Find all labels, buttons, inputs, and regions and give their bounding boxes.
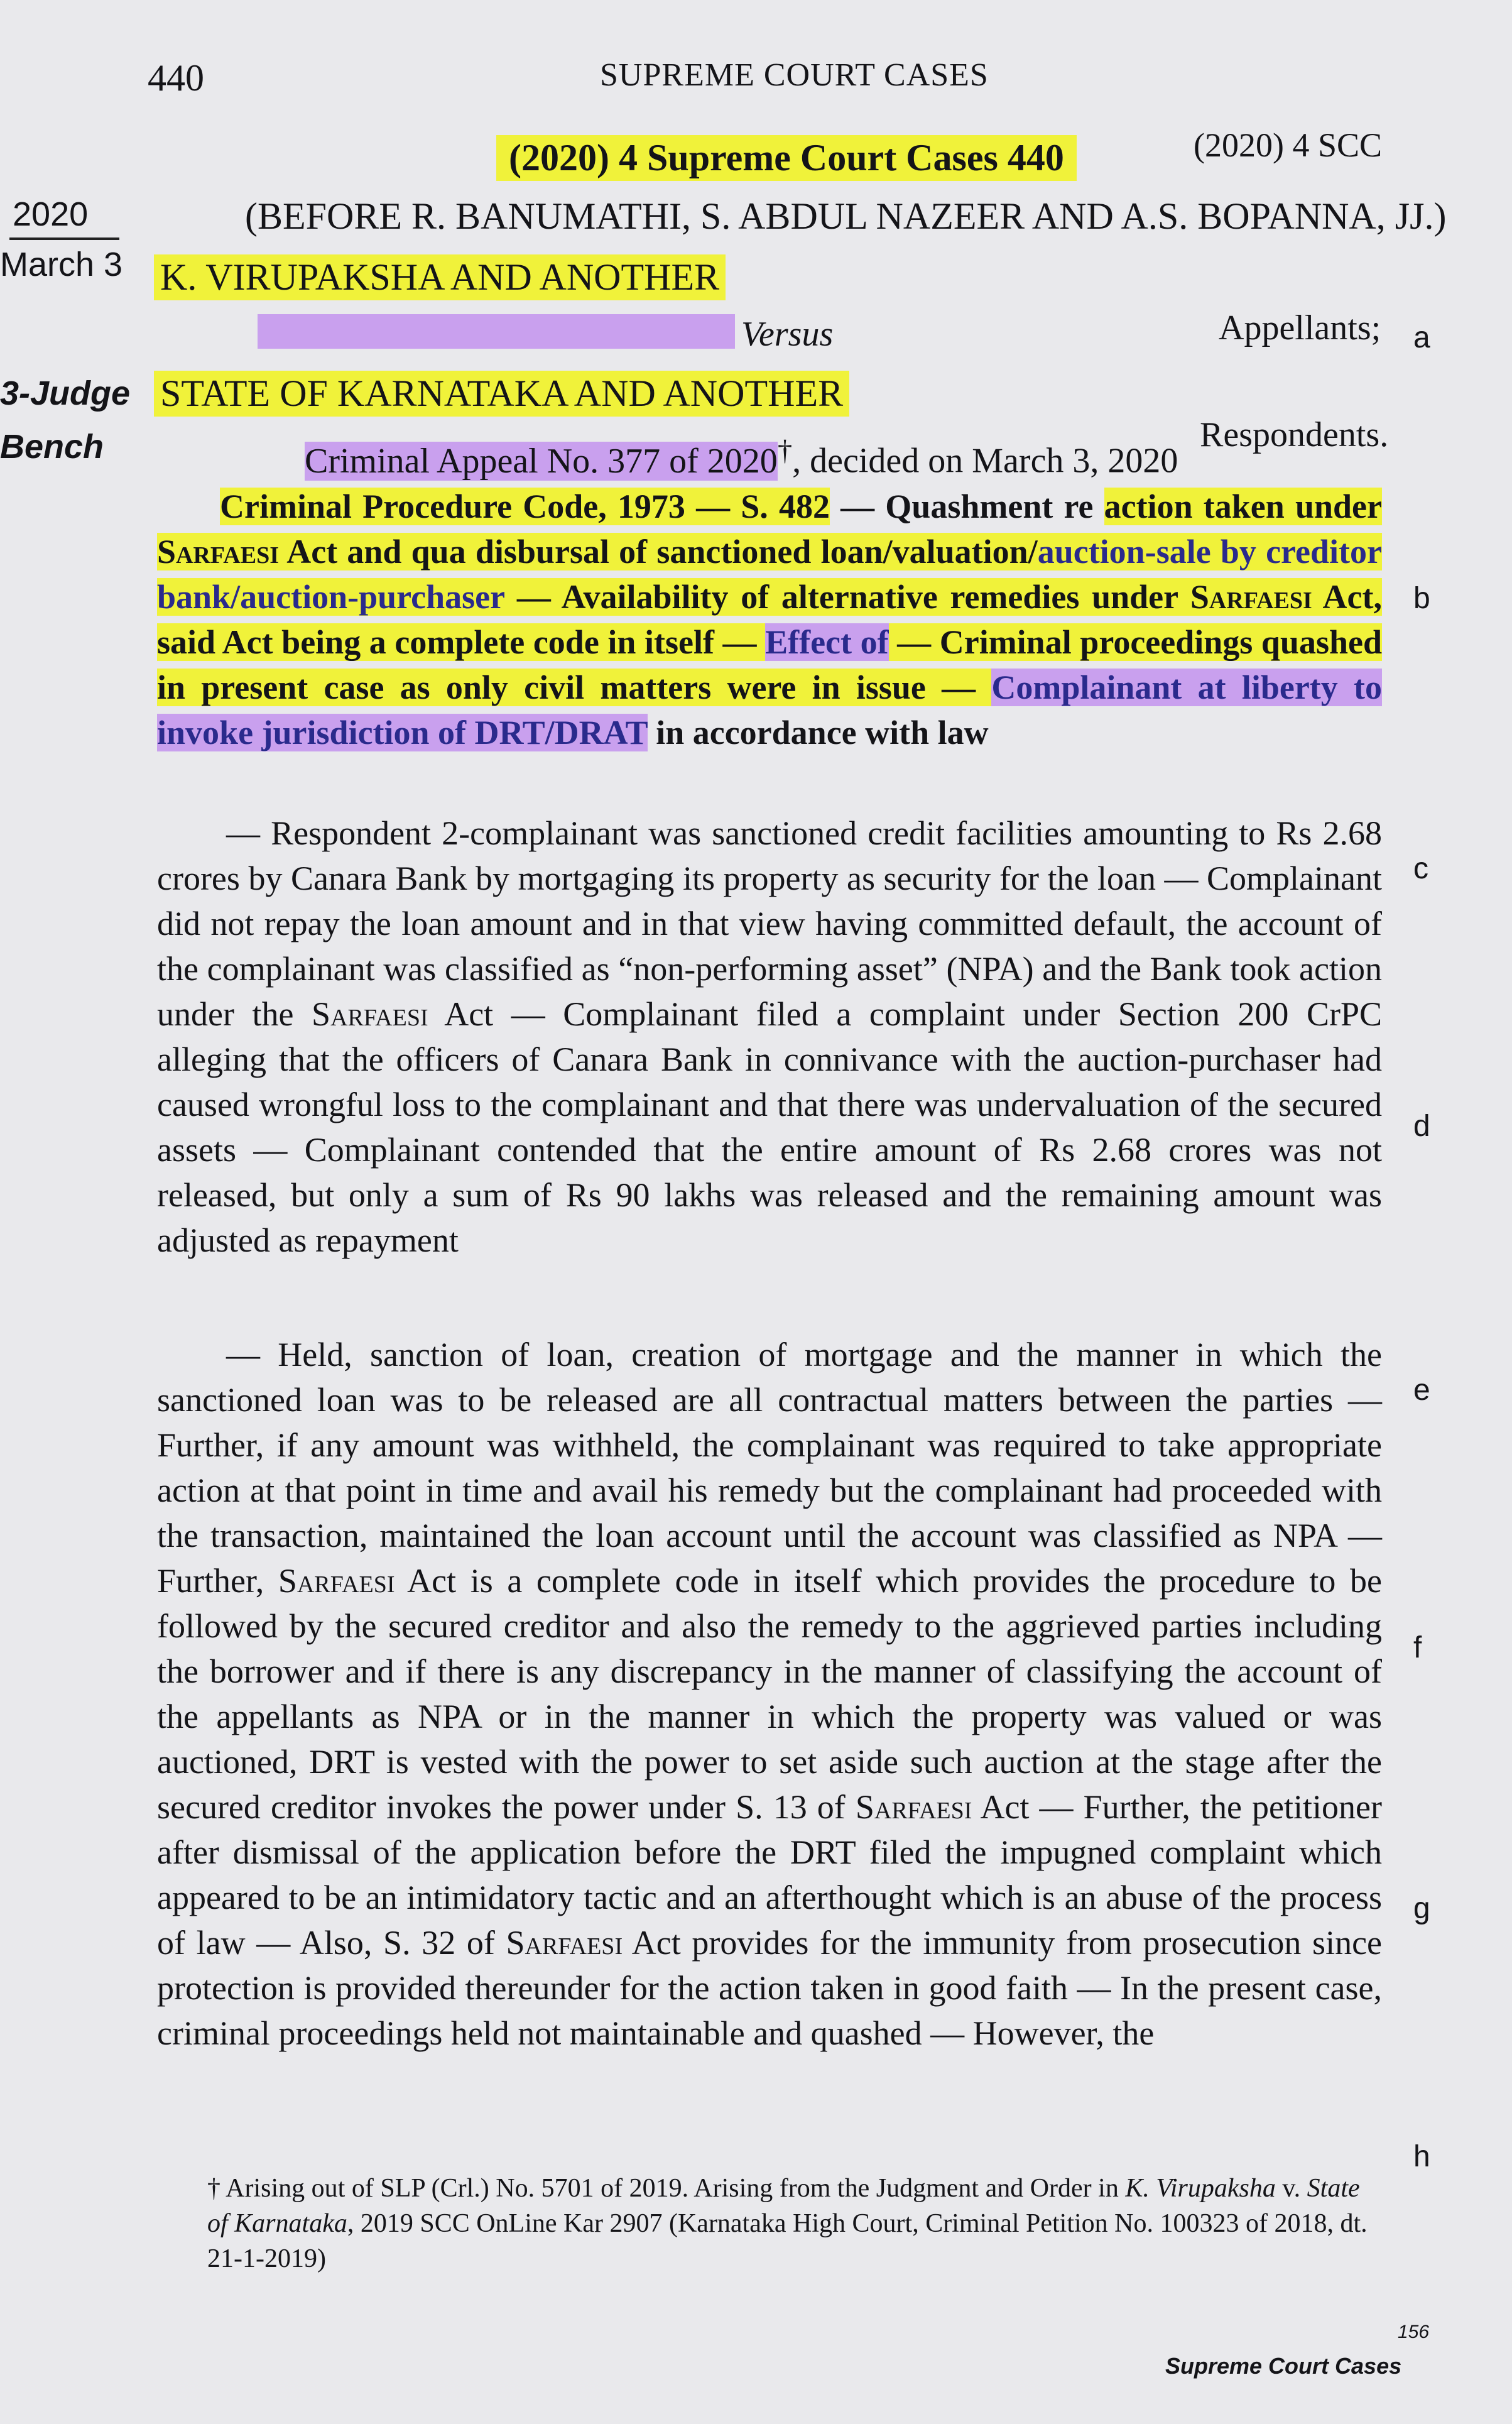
catchword-highlight: Act and qua disbursal of sanctioned loan/valuation/ <box>279 533 1038 571</box>
catchword-highlight: Act, said Act being a complete code in itself — <box>157 578 1382 661</box>
publisher-mark: Supreme Court Cases <box>1165 2353 1402 2379</box>
footnote <box>207 2171 1376 2276</box>
page-stamp: 156 <box>1398 2322 1430 2342</box>
catchword-highlight: action taken under <box>1104 488 1382 525</box>
catchwords-paragraph <box>157 484 1382 755</box>
margin-letter: e <box>1413 1373 1430 1407</box>
respondent-name: STATE OF KARNATAKA AND ANOTHER <box>154 371 849 417</box>
footnote-mark: † <box>207 2174 220 2203</box>
respondent-role: Respondents. <box>1200 415 1389 454</box>
sarfaesi-term: Sarfaesi <box>157 533 280 571</box>
footnote-case-name: K. Virupaksha <box>1125 2174 1276 2203</box>
catchword-highlight: — Availability of alternative remedies under <box>504 578 1190 616</box>
margin-letter: b <box>1413 582 1430 615</box>
held-paragraph <box>157 1332 1382 2056</box>
sarfaesi-term: Sarfaesi <box>278 1562 395 1600</box>
catchword-text: in accordance with law <box>647 714 989 751</box>
decision-date: , decided on March 3, 2020 <box>792 441 1178 481</box>
appellant-role: Appellants; <box>1219 308 1381 347</box>
margin-letter: d <box>1413 1110 1430 1143</box>
sarfaesi-term: Sarfaesi <box>855 1788 972 1826</box>
catchword-effect: Effect of <box>765 623 889 661</box>
facts-text: Act — Complainant filed a complaint under Section 200 CrPC alleging that the officers of Canara Bank in connivance with the auction-purchaser had caused wrongful loss to the complainant and that there was undervaluation of the secured assets — Complainant contended that the entire amount of Rs 2.68 crores was not released, but only a sum of Rs 90 lakhs was released and the remaining amount was adjusted as repayment <box>157 995 1382 1259</box>
running-title: SUPREME COURT CASES <box>600 57 989 93</box>
margin-divider <box>9 237 119 240</box>
margin-letter: f <box>1413 1631 1422 1664</box>
citation-heading: (2020) 4 Supreme Court Cases 440 <box>496 135 1077 181</box>
versus-label: Versus <box>741 315 834 354</box>
coram-line: (BEFORE R. BANUMATHI, S. ABDUL NAZEER AND A.S. BOPANNA, JJ.) <box>245 195 1447 237</box>
footnote-text: Arising out of SLP (Crl.) No. 5701 of 2019. Arising from the Judgment and Order in <box>220 2174 1126 2203</box>
margin-date: March 3 <box>0 246 123 283</box>
margin-letter: a <box>1413 321 1430 354</box>
page-number: 440 <box>148 57 204 99</box>
catchword-highlight: — Criminal proceedings quashed in present case as only civil matters were in issue — <box>157 623 1382 706</box>
margin-bench-size: 3-Judge <box>0 374 131 412</box>
catchword-blue: auction-sale by creditor bank/auction-purchaser <box>157 533 1383 616</box>
facts-text: — Respondent 2-complainant was sanctioned credit facilities amounting to Rs 2.68 crores by Canara Bank by mortgaging its property as security for the loan — Complainant did not repay the loan amount and in that view having committed default, the account of the complainant was classified as “non-performing asset” (NPA) and the Bank took action under the <box>157 814 1382 1033</box>
margin-year: 2020 <box>13 195 89 233</box>
catchword-text: — Quashment re <box>829 488 1104 525</box>
statute-reference: Criminal Procedure Code, 1973 — S. 482 <box>220 488 830 525</box>
appellant-name: K. VIRUPAKSHA AND ANOTHER <box>154 254 726 300</box>
dagger-mark: † <box>777 434 793 467</box>
margin-letter: c <box>1413 852 1428 885</box>
footnote-case-name: State of Karnataka <box>207 2174 1360 2238</box>
footnote-text: , 2019 SCC OnLine Kar 2907 (Karnataka High Court, Criminal Petition No. 100323 of 2018, dt. 21-1-2019) <box>207 2209 1368 2273</box>
highlight-smudge <box>258 314 735 349</box>
footnote-text: v. <box>1275 2174 1307 2203</box>
case-number: Criminal Appeal No. 377 of 2020 <box>305 441 778 481</box>
margin-letter: h <box>1413 2140 1430 2173</box>
sarfaesi-term: Sarfaesi <box>312 995 428 1033</box>
held-text: — Held, sanction of loan, creation of mortgage and the manner in which the sanctioned loan was to be released are all contractual matters between the parties — Further, if any amount was withheld, the complainant was required to take appropriate action at that point in time and avail his remedy but the complainant had proceeded with the transaction, maintained the loan account until the account was classified as NPA — Further, <box>157 1336 1382 1600</box>
facts-paragraph <box>157 811 1382 1263</box>
case-number-line <box>305 434 1178 481</box>
held-text: Act provides for the immunity from prosecution since protection is provided thereunder for the action taken in good faith — In the present case, criminal proceedings held not maintainable and quashed — However, the <box>157 1924 1383 2052</box>
sarfaesi-term: Sarfaesi <box>506 1924 623 1962</box>
sarfaesi-term: Sarfaesi <box>1190 578 1312 616</box>
volume-label: (2020) 4 SCC <box>1194 126 1383 164</box>
margin-letter: g <box>1413 1892 1430 1925</box>
held-text: Act is a complete code in itself which provides the procedure to be followed by the secured creditor and also the remedy to the aggrieved parties including the borrower and if there is any discrepancy in the manner of classifying the account of the appellants as NPA or in the manner in which the property was valued or was auctioned, DRT is vested with the power to set aside such auction at the stage after the secured creditor invokes the power under S. 13 of <box>157 1562 1382 1826</box>
margin-bench-label: Bench <box>0 428 104 466</box>
catchword-liberty: Complainant at liberty to invoke jurisdiction of DRT/DRAT <box>157 669 1382 751</box>
held-text: Act — Further, the petitioner after dismissal of the application before the DRT filed the impugned complaint which appeared to be an intimidatory tactic and an afterthought which is an abuse of the process of law — Also, S. 32 of <box>157 1788 1382 1962</box>
